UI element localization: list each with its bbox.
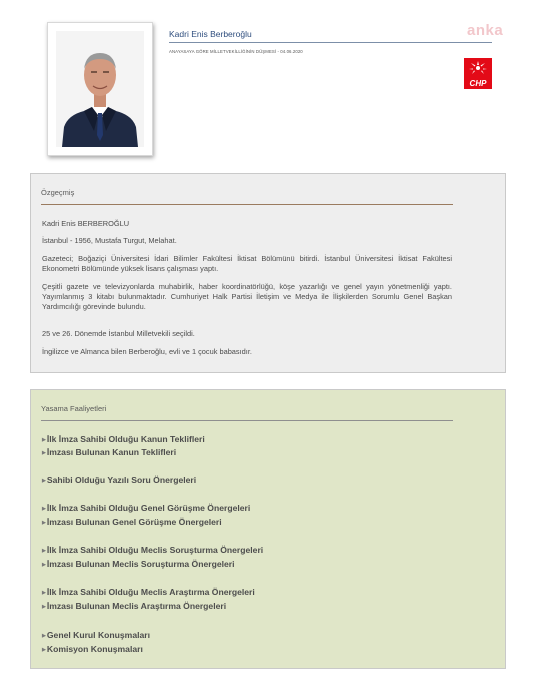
link-written-questions[interactable]: ▶Sahibi Olduğu Yazılı Soru Önergeleri <box>42 475 197 485</box>
biography-panel <box>30 173 506 373</box>
triangle-right-icon: ▶ <box>42 604 46 610</box>
triangle-right-icon: ▶ <box>42 437 46 443</box>
triangle-right-icon: ▶ <box>42 506 46 512</box>
triangle-right-icon: ▶ <box>42 548 46 554</box>
legislative-activities-panel <box>30 389 506 669</box>
bio-personal: İngilizce ve Almanca bilen Berberoğlu, evli ve 1 çocuk babasıdır. <box>42 347 252 356</box>
name-divider <box>169 42 492 43</box>
triangle-right-icon: ▶ <box>42 478 46 484</box>
party-logo-icon <box>464 58 492 89</box>
portrait-photo <box>56 31 144 147</box>
party-logo-label: CHP <box>469 79 487 88</box>
link-cosigned-law-proposals[interactable]: ▶İmzası Bulunan Kanun Teklifleri <box>42 447 177 457</box>
link-cosigned-research-motions[interactable]: ▶İmzası Bulunan Meclis Araştırma Önergeleri <box>42 601 227 611</box>
link-first-signer-general-debate-motions[interactable]: ▶İlk İmza Sahibi Olduğu Genel Görüşme Önergeleri <box>42 503 251 513</box>
link-first-signer-research-motions[interactable]: ▶İlk İmza Sahibi Olduğu Meclis Araştırma Önergeleri <box>42 587 255 597</box>
link-cosigned-general-debate-motions[interactable]: ▶İmzası Bulunan Genel Görüşme Önergeleri <box>42 517 222 527</box>
triangle-right-icon: ▶ <box>42 520 46 526</box>
link-commission-speeches[interactable]: ▶Komisyon Konuşmaları <box>42 644 143 654</box>
portrait-frame <box>47 22 153 156</box>
biography-heading: Özgeçmiş <box>41 188 75 197</box>
activities-divider <box>41 420 453 421</box>
link-first-signer-inquiry-motions[interactable]: ▶İlk İmza Sahibi Olduğu Meclis Soruşturma Önergeleri <box>42 545 264 555</box>
link-general-assembly-speeches[interactable]: ▶Genel Kurul Konuşmaları <box>42 630 151 640</box>
bio-education: Gazeteci; Boğaziçi Üniversitesi İdari Bilimler Fakültesi İktisat Bölümünü bitirdi. İstanbul Üniversitesi İktisat Fakültesi Ekonometri Bölümünde yüksek lisans çalışması yaptı. <box>42 254 452 273</box>
triangle-right-icon: ▶ <box>42 647 46 653</box>
bio-career: Çeşitli gazete ve televizyonlarda muhabirlik, haber koordinatörlüğü, köşe yazarlığı ve genel yayın yönetmenliği yaptı. Yayımlanmış 3 kitabı bulunmaktadır. Cumhuriyet Halk Partisi İletişim ve Medya ile İlişkilerden Sorumlu Genel Başkan Yardımcılığı görevinde bulundu. <box>42 282 452 311</box>
link-cosigned-inquiry-motions[interactable]: ▶İmzası Bulunan Meclis Soruşturma Önergeleri <box>42 559 235 569</box>
triangle-right-icon: ▶ <box>42 633 46 639</box>
link-first-signer-law-proposals[interactable]: ▶İlk İmza Sahibi Olduğu Kanun Teklifleri <box>42 434 205 444</box>
bio-birth-info: İstanbul - 1956, Mustafa Turgut, Melahat. <box>42 236 177 245</box>
bio-full-name: Kadri Enis BERBEROĞLU <box>42 219 130 228</box>
triangle-right-icon: ▶ <box>42 562 46 568</box>
member-name: Kadri Enis Berberoğlu <box>169 29 252 39</box>
triangle-right-icon: ▶ <box>42 450 46 456</box>
bio-terms: 25 ve 26. Dönemde İstanbul Milletvekili seçildi. <box>42 329 195 338</box>
watermark-logo: anka <box>467 22 504 39</box>
activities-heading: Yasama Faaliyetleri <box>41 404 107 413</box>
membership-status: ANAYASAYA GÖRE MİLLETVEKİLLİĞİNİN DÜŞMESİ - 04.06.2020 <box>169 49 303 54</box>
triangle-right-icon: ▶ <box>42 590 46 596</box>
biography-divider <box>41 204 453 205</box>
